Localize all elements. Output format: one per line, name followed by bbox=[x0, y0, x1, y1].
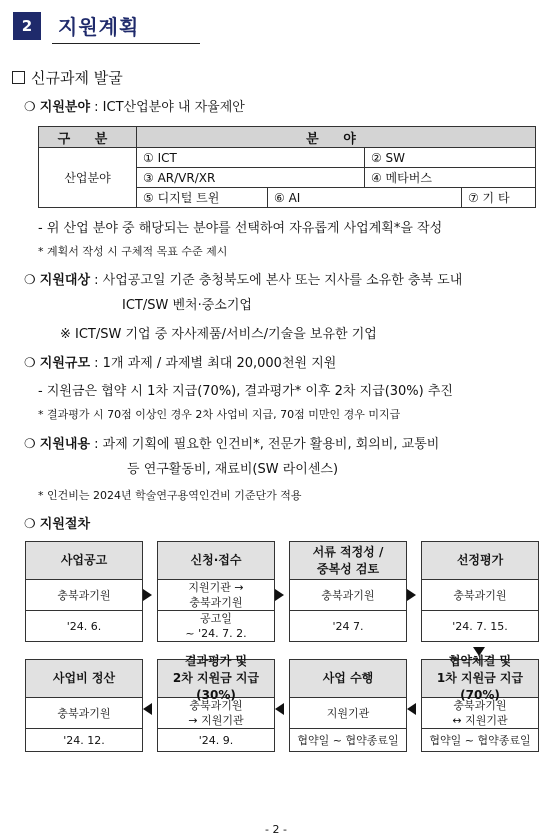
arrow-left-icon bbox=[143, 703, 152, 715]
arrow-right-icon bbox=[407, 589, 416, 601]
flow-step-date: '24. 12. bbox=[63, 733, 105, 747]
table-cell-item: ③ AR/VR/XR bbox=[137, 168, 365, 188]
flow-step-body: 충북과기원 → 지원기관 bbox=[158, 698, 274, 729]
scale-line bbox=[24, 352, 336, 371]
table-cell-item: ① ICT bbox=[137, 148, 365, 168]
target-label: 지원대상 bbox=[39, 273, 91, 288]
flow-step-execution bbox=[289, 659, 407, 752]
flow-step-body: 충북과기원 bbox=[26, 698, 142, 729]
flow-step-date: 협약일 ~ 협약종료일 bbox=[429, 733, 531, 747]
table-cell-item: ② SW bbox=[364, 148, 535, 168]
table-header-field: 분 야 bbox=[137, 127, 536, 148]
flow-step-title: 사업 수행 bbox=[290, 660, 406, 698]
circle-bullet-icon: ❍ bbox=[24, 437, 36, 452]
flow-step-body: 충북과기원 bbox=[422, 580, 538, 611]
flow-step-title: 선정평가 bbox=[422, 542, 538, 580]
flow-step-body: 충북과기원 bbox=[290, 580, 406, 611]
section-heading bbox=[12, 67, 123, 88]
target-text: : 사업공고일 기준 충청북도에 본사 또는 지사를 소유한 충북 도내 bbox=[94, 273, 463, 288]
content-text: : 과제 기획에 필요한 인건비*, 전문가 활용비, 회의비, 교통비 bbox=[94, 437, 440, 452]
flow-step-date: 협약일 ~ 협약종료일 bbox=[297, 733, 399, 747]
circle-bullet-icon: ❍ bbox=[24, 273, 36, 288]
table-header-category: 구 분 bbox=[39, 127, 137, 148]
scale-note: - 지원금은 협약 시 1차 지급(70%), 결과평가* 이후 2차 지급(30%) 추진 bbox=[38, 384, 453, 399]
field-text: : ICT산업분야 내 자율제안 bbox=[94, 100, 245, 115]
flow-step-agreement bbox=[421, 654, 539, 752]
arrow-left-icon bbox=[275, 703, 284, 715]
flow-step-title: 사업비 정산 bbox=[26, 660, 142, 698]
field-label: 지원분야 bbox=[39, 100, 91, 115]
target-text-cont: ICT/SW 벤처·중소기업 bbox=[122, 298, 252, 313]
flow-step-body: 지원기관 → 충북과기원 bbox=[158, 580, 274, 611]
circle-bullet-icon: ❍ bbox=[24, 356, 36, 371]
field-subnote: * 계획서 작성 시 구체적 목표 수준 제시 bbox=[38, 245, 228, 258]
flow-step-date: '24. 7. 15. bbox=[452, 619, 508, 633]
flow-step-title: 협약체결 및 1차 지원금 지급(70%) bbox=[422, 660, 538, 698]
scale-text: : 1개 과제 / 과제별 최대 20,000천원 지원 bbox=[94, 356, 337, 371]
scale-label: 지원규모 bbox=[39, 356, 91, 371]
scale-subnote: * 결과평가 시 70점 이상인 경우 2차 사업비 지급, 70점 미만인 경우 미지급 bbox=[38, 408, 401, 421]
circle-bullet-icon: ❍ bbox=[24, 100, 36, 115]
flow-step-date: 공고일 ~ '24. 7. 2. bbox=[185, 612, 247, 640]
circle-bullet-icon: ❍ bbox=[24, 517, 36, 532]
arrow-left-icon bbox=[407, 703, 416, 715]
flow-step-date: '24. 9. bbox=[198, 733, 234, 747]
flow-step-date: '24 7. bbox=[332, 619, 364, 633]
table-cell-item: ④ 메타버스 bbox=[364, 168, 535, 188]
table-cell-item: ⑦ 기 타 bbox=[461, 188, 535, 208]
flow-step-body: 충북과기원 ↔ 지원기관 bbox=[422, 698, 538, 729]
content-text-cont: 등 연구활동비, 재료비(SW 라이센스) bbox=[127, 462, 339, 477]
flow-step-selection bbox=[421, 541, 539, 642]
flow-step-title: 서류 적정성 / 중복성 검토 bbox=[290, 542, 406, 580]
flow-step-settlement bbox=[25, 659, 143, 752]
flow-step-body: 충북과기원 bbox=[26, 580, 142, 611]
field-table bbox=[38, 126, 536, 208]
table-cell-item: ⑥ AI bbox=[268, 188, 462, 208]
flow-step-review bbox=[289, 541, 407, 642]
flow-step-title: 사업공고 bbox=[26, 542, 142, 580]
checkbox-square-icon bbox=[12, 71, 25, 84]
flow-step-evaluation bbox=[157, 654, 275, 752]
section-number: 2 bbox=[13, 12, 41, 40]
section-heading-text: 신규과제 발굴 bbox=[31, 69, 123, 87]
table-cell-item: ⑤ 디지털 트윈 bbox=[137, 188, 268, 208]
target-line bbox=[24, 269, 462, 288]
field-note: - 위 산업 분야 중 해당되는 분야를 선택하여 자유롭게 사업계획*을 작성 bbox=[38, 221, 443, 236]
procedure-line bbox=[24, 513, 90, 532]
arrow-right-icon bbox=[143, 589, 152, 601]
page-number: - 2 - bbox=[265, 823, 287, 836]
table-category-cell: 산업분야 bbox=[39, 148, 137, 208]
flow-step-title: 신청·접수 bbox=[158, 542, 274, 580]
target-note: ※ ICT/SW 기업 중 자사제품/서비스/기술을 보유한 기업 bbox=[60, 327, 377, 342]
flow-step-date: '24. 6. bbox=[66, 619, 102, 633]
flow-step-title: 결과평가 및 2차 지원금 지급(30%) bbox=[158, 660, 274, 698]
content-note: * 인건비는 2024년 학술연구용역인건비 기준단가 적용 bbox=[38, 489, 302, 502]
flow-step-body: 지원기관 bbox=[290, 698, 406, 729]
content-line bbox=[24, 433, 439, 452]
arrow-right-icon bbox=[275, 589, 284, 601]
content-label: 지원내용 bbox=[39, 437, 91, 452]
flow-step-announcement bbox=[25, 541, 143, 642]
procedure-label: 지원절차 bbox=[39, 517, 91, 532]
field-line bbox=[24, 96, 245, 115]
title-underline bbox=[52, 43, 200, 44]
flow-step-application bbox=[157, 541, 275, 642]
page-title: 지원계획 bbox=[58, 15, 140, 39]
